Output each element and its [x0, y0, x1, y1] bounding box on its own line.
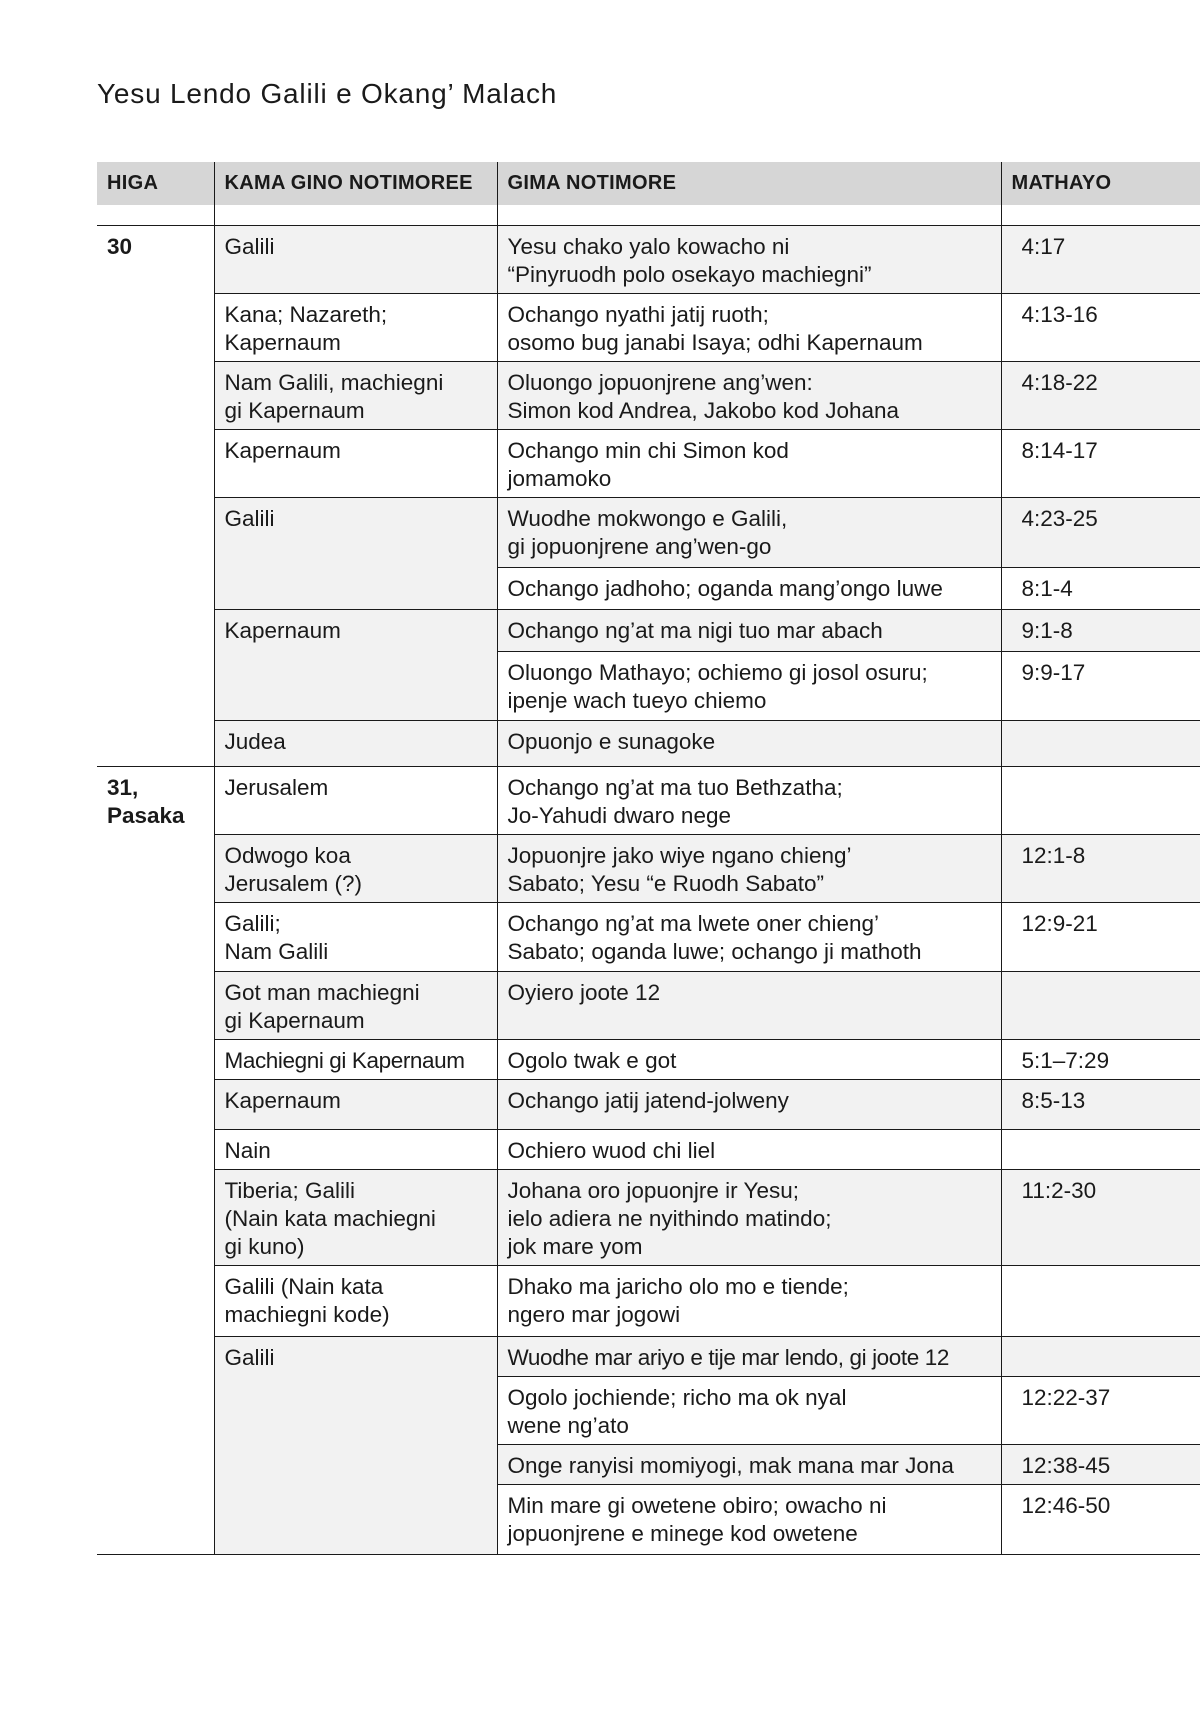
place-cell: Got man machiegni gi Kapernaum — [214, 972, 497, 1040]
place-cell: Kapernaum — [214, 430, 497, 498]
header-event: GIMA NOTIMORE — [497, 162, 1001, 205]
place-cell: Judea — [214, 721, 497, 767]
event-cell: Jopuonjre jako wiye ngano chieng’ Sabato; Yesu “e Ruodh Sabato” — [497, 835, 1001, 903]
header-year: HIGA — [97, 162, 214, 205]
reference-cell — [1001, 767, 1200, 835]
table-row — [97, 1040, 1200, 1080]
table-row — [97, 294, 1200, 362]
table-row — [97, 498, 1200, 568]
place-cell: Jerusalem — [214, 767, 497, 835]
place-cell: Odwogo koa Jerusalem (?) — [214, 835, 497, 903]
reference-cell: 12:9-21 — [1001, 903, 1200, 972]
place-cell: Tiberia; Galili (Nain kata machiegni gi kuno) — [214, 1170, 497, 1266]
reference-cell: 11:2-30 — [1001, 1170, 1200, 1266]
event-cell: Wuodhe mar ariyo e tije mar lendo, gi joote 12 — [497, 1337, 1001, 1377]
event-cell: Ogolo jochiende; richo ma ok nyal wene ng’ato — [497, 1377, 1001, 1445]
reference-cell: 4:13-16 — [1001, 294, 1200, 362]
header-place: KAMA GINO NOTIMOREE — [214, 162, 497, 205]
event-cell: Ochango jadhoho; oganda mang’ongo luwe — [497, 568, 1001, 610]
event-cell: Ochango min chi Simon kod jomamoko — [497, 430, 1001, 498]
reference-cell: 9:1-8 — [1001, 610, 1200, 652]
event-cell: Ochango nyathi jatij ruoth; osomo bug janabi Isaya; odhi Kapernaum — [497, 294, 1001, 362]
table-row — [97, 362, 1200, 430]
event-cell: Ochango jatij jatend-jolweny — [497, 1080, 1001, 1130]
event-cell: Min mare gi owetene obiro; owacho ni jopuonjrene e minege kod owetene — [497, 1485, 1001, 1555]
reference-cell — [1001, 1337, 1200, 1377]
place-cell: Kapernaum — [214, 1080, 497, 1130]
events-table — [97, 162, 1200, 1555]
table-row — [97, 1266, 1200, 1337]
reference-cell — [1001, 1130, 1200, 1170]
place-cell: Galili — [214, 226, 497, 294]
table-row — [97, 1337, 1200, 1377]
event-cell: Wuodhe mokwongo e Galili, gi jopuonjrene ang’wen-go — [497, 498, 1001, 568]
reference-cell: 8:1-4 — [1001, 568, 1200, 610]
place-cell: Kana; Nazareth; Kapernaum — [214, 294, 497, 362]
header-gap-row — [97, 205, 1200, 226]
table-row — [97, 721, 1200, 767]
event-cell: Yesu chako yalo kowacho ni “Pinyruodh polo osekayo machiegni” — [497, 226, 1001, 294]
table-row — [97, 1130, 1200, 1170]
page-title: Yesu Lendo Galili e Okang’ Malach — [97, 78, 558, 109]
place-cell: Galili (Nain kata machiegni kode) — [214, 1266, 497, 1337]
event-cell: Johana oro jopuonjre ir Yesu; ielo adiera ne nyithindo matindo; jok mare yom — [497, 1170, 1001, 1266]
reference-cell: 12:22-37 — [1001, 1377, 1200, 1445]
reference-cell — [1001, 1266, 1200, 1337]
header-reference: MATHAYO — [1001, 162, 1200, 205]
place-cell: Kapernaum — [214, 610, 497, 721]
table-row — [97, 1170, 1200, 1266]
event-cell: Ochango ng’at ma tuo Bethzatha; Jo-Yahudi dwaro nege — [497, 767, 1001, 835]
event-cell: Ochiero wuod chi liel — [497, 1130, 1001, 1170]
table-row — [97, 835, 1200, 903]
reference-cell: 8:5-13 — [1001, 1080, 1200, 1130]
reference-cell — [1001, 721, 1200, 767]
reference-cell: 8:14-17 — [1001, 430, 1200, 498]
place-cell: Machiegni gi Kapernaum — [214, 1040, 497, 1080]
place-cell: Galili — [214, 1337, 497, 1555]
event-cell: Oyiero joote 12 — [497, 972, 1001, 1040]
reference-cell: 12:1-8 — [1001, 835, 1200, 903]
place-cell: Galili; Nam Galili — [214, 903, 497, 972]
table-row — [97, 430, 1200, 498]
place-cell: Nam Galili, machiegni gi Kapernaum — [214, 362, 497, 430]
table-row — [97, 903, 1200, 972]
reference-cell: 9:9-17 — [1001, 652, 1200, 721]
table-header-row — [97, 162, 1200, 205]
event-cell: Dhako ma jaricho olo mo e tiende; ngero mar jogowi — [497, 1266, 1001, 1337]
reference-cell — [1001, 972, 1200, 1040]
reference-cell: 12:46-50 — [1001, 1485, 1200, 1555]
event-cell: Ogolo twak e got — [497, 1040, 1001, 1080]
table-row — [97, 226, 1200, 294]
table-row — [97, 767, 1200, 835]
table-row — [97, 610, 1200, 652]
reference-cell: 4:23-25 — [1001, 498, 1200, 568]
reference-cell: 12:38-45 — [1001, 1445, 1200, 1485]
reference-cell: 4:18-22 — [1001, 362, 1200, 430]
reference-cell: 4:17 — [1001, 226, 1200, 294]
event-cell: Onge ranyisi momiyogi, mak mana mar Jona — [497, 1445, 1001, 1485]
year-cell: 31, Pasaka — [97, 767, 214, 1555]
place-cell: Nain — [214, 1130, 497, 1170]
place-cell: Galili — [214, 498, 497, 610]
event-cell: Oluongo jopuonjrene ang’wen: Simon kod Andrea, Jakobo kod Johana — [497, 362, 1001, 430]
reference-cell: 5:1–7:29 — [1001, 1040, 1200, 1080]
year-cell: 30 — [97, 226, 214, 767]
event-cell: Ochango ng’at ma nigi tuo mar abach — [497, 610, 1001, 652]
event-cell: Ochango ng’at ma lwete oner chieng’ Sabato; oganda luwe; ochango ji mathoth — [497, 903, 1001, 972]
table-row — [97, 972, 1200, 1040]
event-cell: Oluongo Mathayo; ochiemo gi josol osuru; ipenje wach tueyo chiemo — [497, 652, 1001, 721]
event-cell: Opuonjo e sunagoke — [497, 721, 1001, 767]
table-row — [97, 1080, 1200, 1130]
